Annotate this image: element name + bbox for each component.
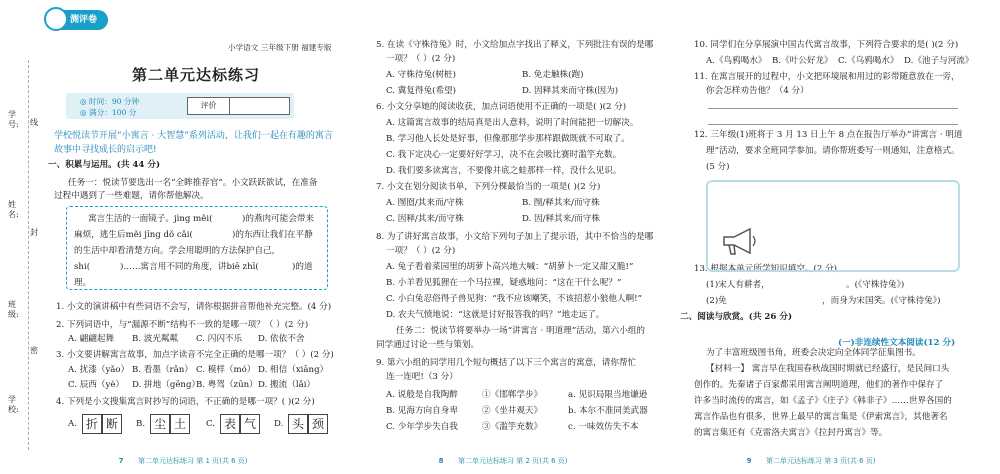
question-1: 1. 小文的演讲稿中有些词语不会写，请你根据拼音帮他补充完整。(4 分)	[56, 302, 332, 312]
score-label: 评价	[188, 98, 230, 114]
footer-text: 第二单元达标练习 第 2 页(共 6 页)	[458, 457, 568, 465]
question-11-cont: 你会怎样劝告他？（4 分）	[706, 86, 809, 96]
q13-part-2b: ，而身为宋国笑。(《守株待兔》)	[822, 296, 941, 306]
test-badge: 测评卷	[48, 10, 108, 30]
score-box	[187, 97, 290, 115]
task-2-line-2: 同学通过讨论一些与策划。	[376, 340, 480, 350]
q9-left-2: B. 见海方向自身卑	[386, 406, 458, 416]
q2-option-a: A. 翩翩起舞	[68, 334, 115, 344]
page-2	[340, 0, 670, 474]
question-5: 5. 在读《守株待兔》时，小文给加点字找出了释义，下列批注有误的是哪	[376, 40, 654, 50]
line-mark: 线	[30, 118, 38, 127]
q2-option-d: D. 依依不舍	[258, 334, 305, 344]
q9-left-3: C. 少年学步失自我	[386, 422, 458, 432]
task-1-line-2: 过程中遇到了一些难题，请你帮他解决。	[54, 191, 209, 201]
school-label: 学校:	[8, 395, 19, 414]
q4-label-c: C.	[206, 419, 216, 429]
q13-part-1: (1)宋人有耕者，	[706, 280, 770, 290]
q5-option-c: C. 冀复得兔(希望)	[386, 86, 457, 96]
q10-option-b: B.《叶公好龙》	[772, 56, 833, 66]
task-1-line-1: 任务一：悦读节要选出一名“全眸推荐官”。小文跃跃欲试，在准备	[68, 178, 318, 188]
q10-option-c: C.《乌鸦喝水》	[838, 56, 899, 66]
question-7: 7. 小文在划分阅读书单，下列分棵最恰当的一项是( )(2 分)	[376, 182, 601, 192]
page-number: 9	[746, 457, 752, 465]
q4-label-d: D.	[274, 419, 284, 429]
q10-option-d: D.《池子与河流》	[904, 56, 974, 66]
pinyin-line-3: 的生活中却看清楚方向。学会用聪明的方法保护自己，	[74, 246, 281, 256]
tile-char: 表	[220, 414, 240, 434]
question-4: 4. 下列是小文搜集寓言时抄写的词语，不正确的是哪一项？( )(2 分)	[56, 397, 315, 407]
reading-line-3: 创作的。先秦诸子百家都采用寓言阐明道理，他们的著作中保存了	[694, 380, 944, 390]
tile-char: 头	[288, 414, 308, 434]
mascot-icon	[44, 7, 68, 31]
megaphone-icon	[720, 226, 760, 256]
page-number: 8	[438, 457, 444, 465]
q3-option-h: D. 搬流（lǎi）	[258, 380, 316, 390]
question-13: 13. 根据本单元所学知识填空。(2 分)	[694, 264, 838, 274]
q3-option-d: D. 相信（xiāng）	[258, 365, 329, 375]
q8-option-c: C. 小白兔忍俗得子兽见狗：“我不应该嘲笑，不该招惹小狼他人啊!”	[386, 294, 643, 304]
q9-right-1: a. 见识局限当地谦逊	[568, 390, 648, 400]
question-2: 2. 下列词语中，与“漏源不断”结构不一致的是哪一项？（ ）(2 分)	[56, 320, 309, 330]
q8-option-d: D. 农夫气愤地说：“这就是讨好报答我的吗？”地走远了。	[386, 310, 605, 320]
pinyin-line-5: 理。	[74, 278, 92, 288]
q5-option-a: A. 守株待兔(树桩)	[386, 70, 456, 80]
question-11: 11. 在寓言展开的过程中，小文把环境展和用过的彩带随意放在一旁，	[694, 72, 960, 82]
q3-option-a: A. 扰漆（yǎo）	[68, 365, 130, 375]
q7-option-b: B. 囫/释其来/而守株	[522, 198, 600, 208]
page-footer	[434, 456, 568, 466]
footer-text: 第二单元达标练习 第 1 页(共 6 页)	[138, 457, 248, 465]
pinyin-line-2b: )的东西让我们在平静	[232, 230, 313, 240]
name-label: 姓名:	[8, 200, 19, 219]
q9-right-2: b. 本尔不准同美武器	[568, 406, 648, 416]
q9-mid-2: ②《坐井观天》	[482, 406, 543, 416]
pinyin-line-4b: )……寓言用不同的角度，讲biē zhī(	[120, 262, 259, 272]
full-score: ◎ 满分：100 分	[80, 108, 137, 117]
q9-right-3: c. 一味效仿失不本	[568, 422, 639, 432]
pinyin-line-1: 寓言生活的一面镜子。jìng měi(	[88, 214, 213, 224]
footer-text: 第二单元达标练习 第 3 页(共 6 页)	[766, 457, 876, 465]
question-8: 8. 为了讲好寓言故事，小文给下列句子加上了提示语，其中不恰当的是哪	[376, 232, 654, 242]
section-1-heading: 一、积累与运用。(共 44 分)	[48, 160, 161, 170]
q5-option-b: B. 免走触株(跑)	[522, 70, 584, 80]
reading-line-1: 为了丰富班级图书角，班委会决定向全体同学征集图书。	[706, 348, 921, 358]
intro-line-1: 学校悦读节开展“小寓言 · 大智慧”系列活动，让我们一起在有趣的寓言	[54, 131, 333, 141]
q9-mid-3: ③《滥竽充数》	[482, 422, 543, 432]
question-6: 6. 小文分享她的阅读收获，加点词语使用不正确的一项是( )(2 分)	[376, 102, 627, 112]
page-title: 第二单元达标练习	[132, 66, 261, 84]
reading-line-5: 寓言作品也有很多，世界上最早的寓言集是《伊索寓言》，其他著名	[694, 412, 948, 422]
class-label: 班级:	[8, 300, 19, 319]
q9-mid-1: ①《邯郸学步》	[482, 390, 543, 400]
secret-mark: 密	[30, 346, 38, 355]
reading-line-2: 【材料一】 寓言早在我国春秋战国时期就已经盛行，是民间口头	[706, 364, 950, 374]
q3-option-e: C. 辰西（yè）	[68, 380, 125, 390]
intro-line-2: 故事中寻找成长的启示吧!	[54, 145, 157, 155]
seal-mark: 封	[30, 228, 38, 237]
q3-option-f: D. 拼地（gēng）	[132, 380, 201, 390]
tile-char: 尘	[150, 414, 170, 434]
course-meta: 小学语文 三年级下册 福建专版	[228, 43, 332, 52]
q2-option-c: C. 闪闪不乐	[196, 334, 243, 344]
q13-part-2: (2)免	[706, 296, 727, 306]
q13-part-1b: 。(《守株待兔》)	[846, 280, 905, 290]
question-9-cont: 连一连吧!（3 分）	[386, 372, 458, 382]
q6-option-d: D. 我们要多读寓言，不要像井底之蛙那样一样，没什么见识。	[386, 166, 622, 176]
q2-option-b: B. 波光粼粼	[132, 334, 179, 344]
question-10: 10. 同学们在分享展演中国古代寓言故事，下列符合要求的是( )(2 分)	[694, 40, 959, 50]
answer-line	[708, 108, 958, 109]
question-12: 12. 三年级(1)班将于 3 月 13 日上午 8 点在报告厅举办“讲寓言 · 明道	[694, 130, 963, 140]
q6-option-c: C. 我下定决心一定要好好学习，决不在会吸比赛时滥竽充数。	[386, 150, 622, 160]
q7-option-a: A. 囫囵/其来而/守株	[386, 198, 464, 208]
tile-char: 折	[82, 414, 102, 434]
tile-char: 断	[102, 414, 122, 434]
q3-option-g: B. 粤驾（zūn）	[196, 380, 258, 390]
time-limit: ◎ 时间：90 分钟	[80, 97, 140, 106]
binding-line	[28, 60, 29, 450]
pinyin-line-2: 麻烦，逃生后měi jīng dǒ cǎi(	[74, 230, 193, 240]
question-8-cont: 一项？（ ）(2 分)	[386, 246, 456, 256]
q6-option-a: A. 这篇寓言故事的结局真是出人意料，说明了时间能把一切解决。	[386, 118, 639, 128]
page-1	[0, 0, 340, 474]
q5-option-d: D. 因释其来而守株(因为)	[522, 86, 619, 96]
page-number: 7	[118, 457, 124, 465]
q3-option-c: C. 模样（mó）	[196, 365, 256, 375]
reading-line-4: 许多当时流传的寓言，如《孟子》《庄子》《韩非子》……世界各国的	[694, 396, 952, 406]
pinyin-line-1b: )的燕肉可能会带来	[242, 214, 315, 224]
question-12-score: (5 分)	[706, 162, 730, 172]
section-2-heading: 二、阅读与欣赏。(共 26 分)	[680, 312, 793, 322]
subsection-heading: (一)非连续性文本阅读(12 分)	[838, 338, 956, 348]
question-9: 9. 第六小组的同学用几个短句概括了以下三个寓言的寓意，请你帮忙	[376, 358, 637, 368]
q8-option-a: A. 兔子看着菜园里的胡萝卜高兴地大喊：“胡萝卜一定又甜又脆!”	[386, 262, 634, 272]
q9-left-1: A. 说般是自我陶醉	[386, 390, 458, 400]
q4-label-b: B.	[136, 419, 146, 429]
q3-option-b: B. 看墨（rǎn）	[132, 365, 193, 375]
question-5-cont: 一项？（ ）(2 分)	[386, 54, 456, 64]
question-12-cont: 理”活动，要求全班同学参加。请你帮班委写一则通知，注意格式。	[706, 146, 960, 156]
answer-line	[708, 124, 958, 125]
page-footer	[114, 456, 248, 466]
q10-option-a: A.《鸟鸦喝水》	[706, 56, 767, 66]
reading-line-6: 的寓言集还有《克雷洛夫寓言》《拉封丹寓言》等。	[694, 428, 888, 438]
q4-label-a: A.	[68, 419, 77, 429]
question-3: 3. 小文要讲解寓言故事，加点字读音不完全正确的是哪一项？（ ）(2 分)	[56, 350, 334, 360]
page-footer	[742, 456, 876, 466]
tile-char: 土	[170, 414, 190, 434]
q6-option-b: B. 学习他人长处是好事，但像那那学步那样跟做既就不可取了。	[386, 134, 630, 144]
student-id-label: 学号:	[8, 110, 19, 129]
q7-option-c: C. 因释/其来/而守株	[386, 214, 464, 224]
task-2-line-1: 任务二：悦读节将要举办一场“讲寓言 · 明道理”活动，第六小组的	[396, 326, 646, 336]
tile-char: 颈	[308, 414, 328, 434]
tile-char: 气	[240, 414, 260, 434]
q8-option-b: B. 小羊看见狐狸在一个马拉裸，疑惑地问：“这在干什么呢？”	[386, 278, 622, 288]
pinyin-line-4c: )的道	[292, 262, 313, 272]
pinyin-line-4: shi(	[74, 262, 91, 272]
q7-option-d: D. 因/释其来/而守株	[522, 214, 600, 224]
